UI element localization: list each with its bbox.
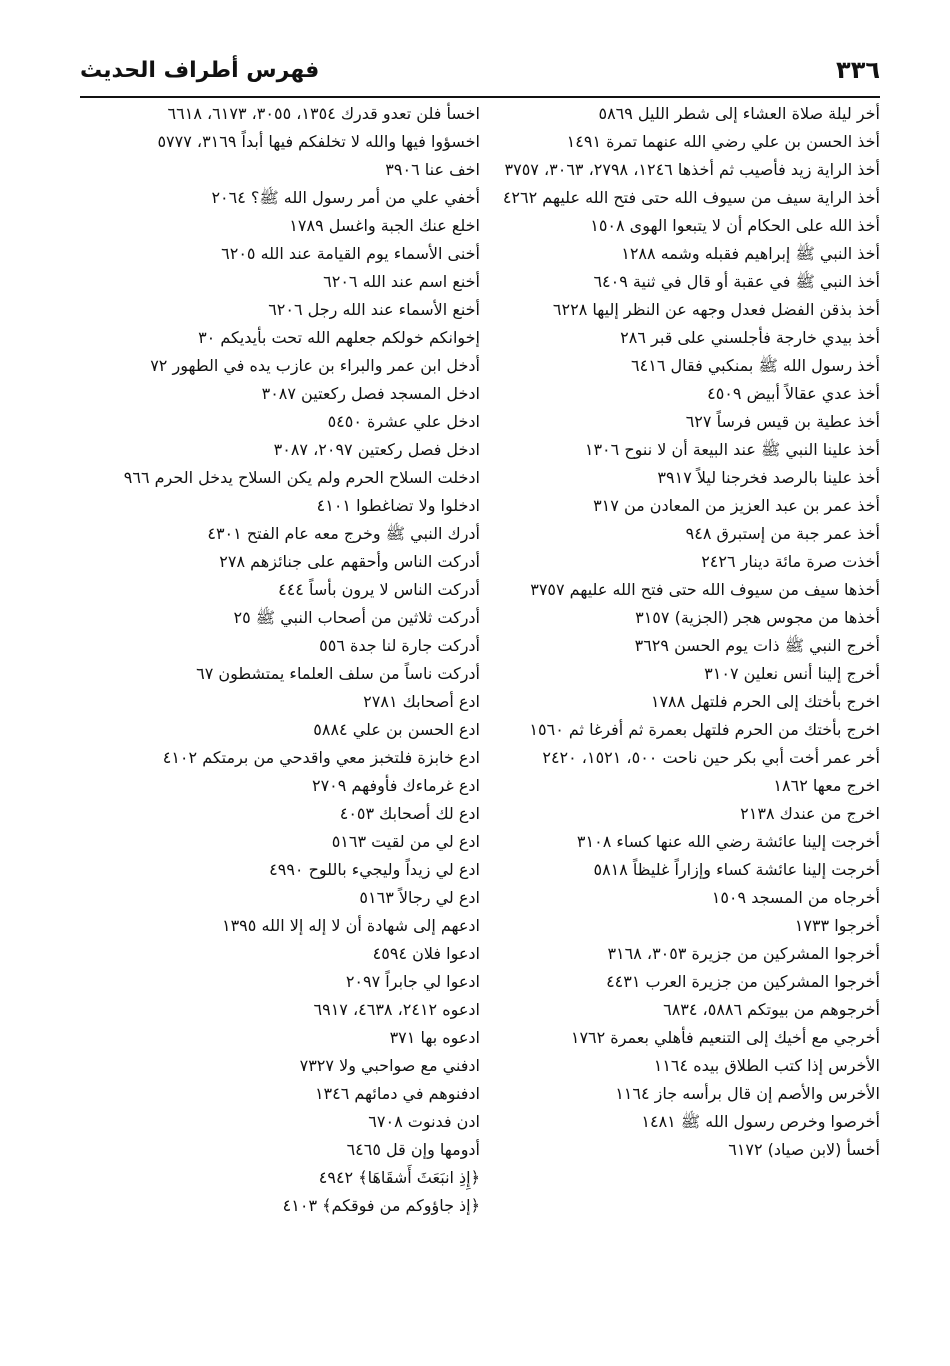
index-entry: اخرج بأختك من الحرم فلتهل بعمرة ثم أفرغا ثم ١٥٦٠ xyxy=(529,720,880,739)
index-entry: اخرج بأختك إلى الحرم فلتهل ١٧٨٨ xyxy=(650,692,880,711)
index-entry: ادخلت السلاح الحرم ولم يكن السلاح يدخل الحرم ٩٦٦ xyxy=(123,468,480,487)
page-header xyxy=(80,52,880,98)
index-entry: أدرك النبي ﷺ وخرج معه عام الفتح ٤٣٠١ xyxy=(207,524,480,543)
index-entry: أخذ الله على الحكام أن لا يتبعوا الهوى ١٥٠٨ xyxy=(590,216,880,235)
index-entry: أخذها من مجوس هجر (الجزية) ٣١٥٧ xyxy=(635,608,880,627)
index-entry: أخذت صرة مائة دينار ٢٤٢٦ xyxy=(701,552,880,571)
index-entry: اخرج من عندك ٢١٣٨ xyxy=(740,804,880,823)
index-entry: أخرصوا وخرص رسول الله ﷺ ١٤٨١ xyxy=(641,1112,880,1131)
index-entry: ادع لي من لقيت ٥١٦٣ xyxy=(331,832,480,851)
index-entry: أدخل ابن عمر والبراء بن عازب يده في الطهور ٧٢ xyxy=(150,356,480,375)
page-title: فهرس أطراف الحديث xyxy=(80,57,320,83)
index-entry: أخرجوهم من بيوتكم ٥٨٨٦، ٦٨٣٤ xyxy=(663,1000,880,1019)
index-entry: أخذ بيدي خارجة فأجلسني على قبر ٢٨٦ xyxy=(620,328,880,347)
index-entry: ادعوا لي جابراً ٢٠٩٧ xyxy=(345,972,480,991)
index-entry: ادع الحسن بن علي ٥٨٨٤ xyxy=(313,720,480,739)
index-entry: ادخلوا ولا تضاغطوا ٤١٠١ xyxy=(316,496,480,515)
index-entry: ادخل علي عشرة ٥٤٥٠ xyxy=(327,412,480,431)
index-entry: أخذ عطية بن قيس فرساً ٦٢٧ xyxy=(685,412,880,431)
index-entry: ﴿إِذِ انبَعَثَ أَشقَاهَا﴾ ٤٩٤٢ xyxy=(318,1168,480,1187)
index-entry: أخذ علينا بالرصد فخرجنا ليلاً ٣٩١٧ xyxy=(657,468,880,487)
index-entry: أخنع اسم عند الله ٦٢٠٦ xyxy=(323,272,480,291)
index-entry: أدومها وإن قل ٦٤٦٥ xyxy=(346,1140,480,1159)
page-number: ٣٣٦ xyxy=(836,56,880,84)
index-entry: ادعهم إلى شهادة أن لا إله إلا الله ١٣٩٥ xyxy=(221,916,480,935)
index-entry: أخفي علي من أمر رسول الله ﷺ؟ ٢٠٦٤ xyxy=(211,188,480,207)
index-entry: أدركت ثلاثين من أصحاب النبي ﷺ ٢٥ xyxy=(233,608,480,627)
index-entry: ادع أصحابك ٢٧٨١ xyxy=(363,692,480,711)
index-entry: أخذ عمر جبة من إستبرق ٩٤٨ xyxy=(685,524,880,543)
index-entry: أخذ رسول الله ﷺ بمنكبي فقال ٦٤١٦ xyxy=(631,356,880,375)
index-entry: أخذ علينا النبي ﷺ عند البيعة أن لا ننوح ١٣٠٦ xyxy=(584,440,880,459)
index-entry: أخذ الراية زيد فأصيب ثم أخذها ١٢٤٦، ٢٧٩٨، ٣٠٦٣، ٣٧٥٧ xyxy=(504,160,880,179)
index-entry: أدركت جارة لنا جدة ٥٥٦ xyxy=(319,636,480,655)
index-entry: اخف عنا ٣٩٠٦ xyxy=(385,160,480,179)
index-entry: ادن فدنوت ٦٧٠٨ xyxy=(368,1112,480,1131)
index-entry: أخذ النبي ﷺ في عقبة أو قال في ثنية ٦٤٠٩ xyxy=(593,272,880,291)
index-entry: أخرجوا ١٧٣٣ xyxy=(794,916,880,935)
index-entry: اخلع عنك الجبة واغسل ١٧٨٩ xyxy=(289,216,480,235)
index-entry: أخذ الراية سيف من سيوف الله حتى فتح الله عليهم ٤٢٦٢ xyxy=(502,188,880,207)
index-entry: أخرجوا المشركين من جزيرة ٣٠٥٣، ٣١٦٨ xyxy=(607,944,880,963)
index-entry: أخسأ (لابن صياد) ٦١٧٢ xyxy=(728,1140,880,1159)
index-entry: أخنى الأسماء يوم القيامة عند الله ٦٢٠٥ xyxy=(221,244,480,263)
index-entry: أخر عمر أخت أبي بكر حين ناحت ٥٠٠، ١٥٢١، ٢٤٢٠ xyxy=(542,748,880,767)
index-entry: أدركت ناساً من سلف العلماء يمتشطون ٦٧ xyxy=(196,664,480,683)
index-entry: أخرجي مع أخيك إلى التنعيم فأهلي بعمرة ١٧٦٢ xyxy=(570,1028,880,1047)
index-entry: ادعوه بها ٣٧١ xyxy=(389,1028,480,1047)
index-entry: اخسأ فلن تعدو قدرك ١٣٥٤، ٣٠٥٥، ٦١٧٣، ٦٦١٨ xyxy=(167,104,480,123)
index-entry: اخسؤوا فيها والله لا تخلفكم فيها أبداً ٣١٦٩، ٥٧٧٧ xyxy=(157,132,480,151)
index-entry: ادع غرماءك فأوفهم ٢٧٠٩ xyxy=(311,776,480,795)
index-entry: أخذ بذقن الفضل فعدل وجهه عن النظر إليها ٦٢٢٨ xyxy=(552,300,880,319)
index-entry: ادعوه ٢٤١٢، ٤٦٣٨، ٦٩١٧ xyxy=(313,1000,480,1019)
index-entry: أخذ النبي ﷺ إبراهيم فقبله وشمه ١٢٨٨ xyxy=(621,244,880,263)
index-entry: ادخل المسجد فصل ركعتين ٣٠٨٧ xyxy=(261,384,480,403)
index-entry: أدركت الناس لا يرون بأساً ٤٤٤ xyxy=(278,580,480,599)
left-column xyxy=(60,100,480,1220)
index-entry: الأخرس والأصم إن قال برأسه جاز ١١٦٤ xyxy=(615,1084,880,1103)
index-entry: اخرج معها ١٨٦٢ xyxy=(773,776,880,795)
index-entry: أدركت الناس وأحقهم على جنائزهم ٢٧٨ xyxy=(219,552,480,571)
index-entry: ادع لي رجالاً ٥١٦٣ xyxy=(359,888,480,907)
index-entry: ﴿إذ جاؤوكم من فوقكم﴾ ٤١٠٣ xyxy=(282,1196,480,1215)
index-entry: ادعوا فلان ٤٥٩٤ xyxy=(372,944,480,963)
index-entry: ادع لي زيداً وليجيء باللوح ٤٩٩٠ xyxy=(269,860,480,879)
index-entry: أخرجت إلينا عائشة رضي الله عنها كساء ٣١٠٨ xyxy=(576,832,880,851)
index-entry: الأخرس إذا كتب الطلاق بيده ١١٦٤ xyxy=(653,1056,880,1075)
index-entry: أخذ عدي عقالاً أبيض ٤٥٠٩ xyxy=(707,384,880,403)
index-entry: أخرجوا المشركين من جزيرة العرب ٤٤٣١ xyxy=(606,972,880,991)
index-entry: أخرجاه من المسجد ١٥٠٩ xyxy=(711,888,880,907)
right-column xyxy=(485,100,880,1164)
index-entry: ادع لك أصحابك ٤٠٥٣ xyxy=(339,804,480,823)
index-entry: أخرجت إلينا عائشة كساء وإزاراً غليظاً ٥٨١٨ xyxy=(593,860,880,879)
index-entry: أخذها سيف من سيوف الله حتى فتح الله عليهم ٣٧٥٧ xyxy=(530,580,880,599)
index-entry: ادفنوهم في دمائهم ١٣٤٦ xyxy=(314,1084,480,1103)
index-entry: أخر ليلة صلاة العشاء إلى شطر الليل ٥٨٦٩ xyxy=(598,104,880,123)
index-entry: إخوانكم خولكم جعلهم الله تحت بأيديكم ٣٠ xyxy=(198,328,480,347)
index-entry: أخرج النبي ﷺ ذات يوم الحسن ٣٦٢٩ xyxy=(634,636,880,655)
index-entry: أخرج إلينا أنس نعلين ٣١٠٧ xyxy=(704,664,880,683)
index-entry: أخنع الأسماء عند الله رجل ٦٢٠٦ xyxy=(268,300,480,319)
index-entry: أخذ الحسن بن علي رضي الله عنهما تمرة ١٤٩١ xyxy=(566,132,880,151)
index-entry: ادفني مع صواحبي ولا ٧٣٢٧ xyxy=(299,1056,480,1075)
index-entry: ادخل فصل ركعتين ٢٠٩٧، ٣٠٨٧ xyxy=(273,440,480,459)
index-entry: أخذ عمر بن عبد العزيز من المعادن من ٣١٧ xyxy=(593,496,880,515)
index-entry: ادع خابزة فلتخبز معي واقدحي من برمتكم ٤١٠٢ xyxy=(162,748,480,767)
